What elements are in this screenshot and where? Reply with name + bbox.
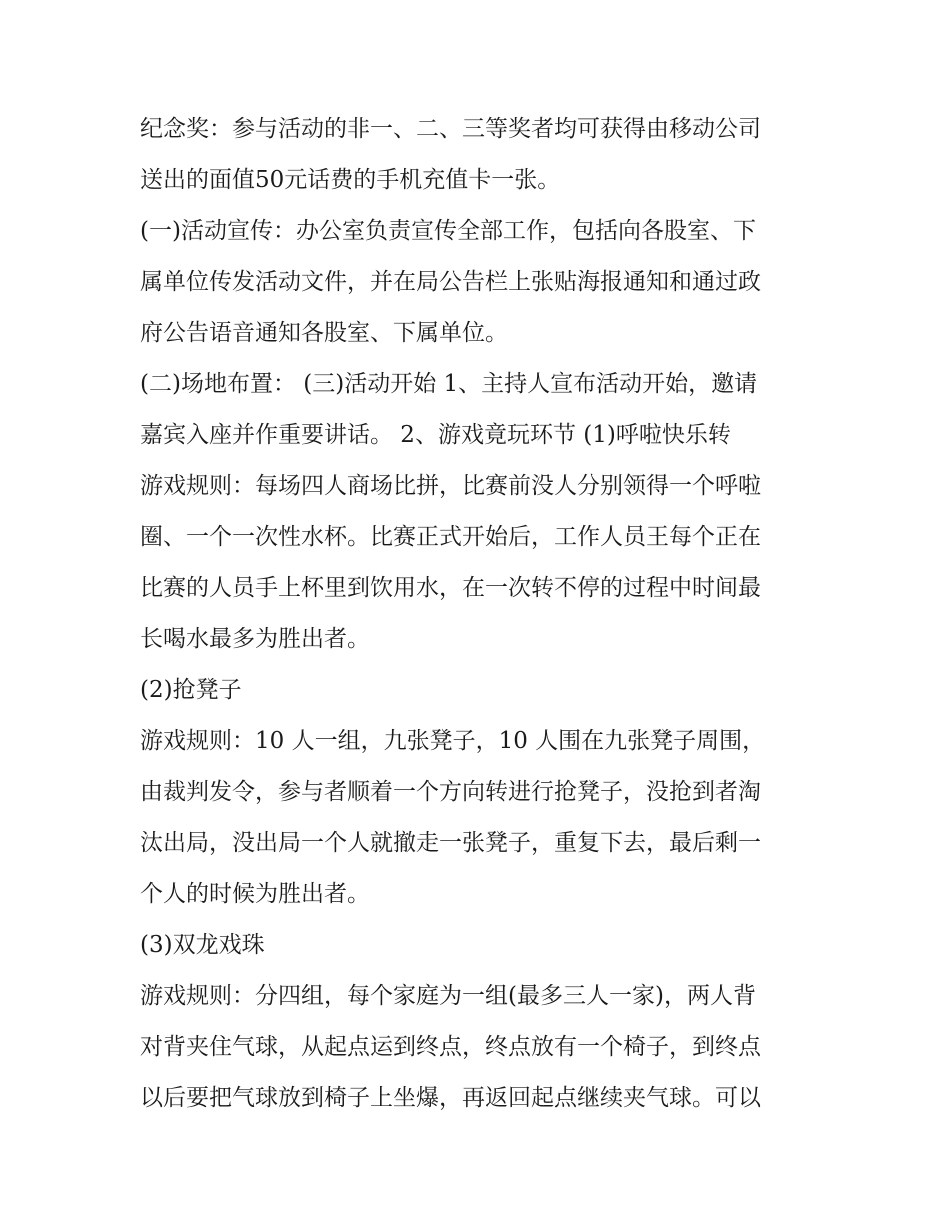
text-line: 由裁判发令，参与者顺着一个方向转进行抢凳子，没抢到者淘	[140, 779, 761, 805]
text-line: 对背夹住气球，从起点运到终点，终点放有一个椅子，到终点	[140, 1034, 761, 1060]
text-line: 府公告语音通知各股室、下属单位。	[140, 320, 508, 346]
text-line: 属单位传发活动文件，并在局公告栏上张贴海报通知和通过政	[140, 269, 761, 295]
text-line: 纪念奖：参与活动的非一、二、三等奖者均可获得由移动公司	[140, 116, 761, 142]
text-line: 圈、一个一次性水杯。比赛正式开始后，工作人员王每个正在	[140, 524, 761, 550]
text-line: 比赛的人员手上杯里到饮用水，在一次转不停的过程中时间最	[140, 575, 761, 601]
section-heading: (3)双龙戏珠	[140, 932, 265, 958]
text-line: 送出的面值50元话费的手机充值卡一张。	[140, 167, 561, 193]
text-line: 长喝水最多为胜出者。	[140, 626, 370, 652]
section-heading: (2)抢凳子	[140, 677, 242, 703]
text-line: (二)场地布置： (三)活动开始 1、主持人宣布活动开始，邀请	[140, 371, 758, 397]
text-line: 嘉宾入座并作重要讲话。 2、游戏竟玩环节 (1)呼啦快乐转	[140, 422, 731, 448]
text-line: (一)活动宣传：办公室负责宣传全部工作，包括向各股室、下	[140, 218, 756, 244]
text-line: 游戏规则：分四组，每个家庭为一组(最多三人一家)，两人背	[140, 983, 756, 1009]
text-line: 个人的时候为胜出者。	[140, 881, 370, 907]
text-line: 游戏规则：10 人一组，九张凳子，10 人围在九张凳子周围，	[140, 728, 766, 754]
text-line: 游戏规则：每场四人商场比拼，比赛前没人分别领得一个呼啦	[140, 473, 761, 499]
document-body	[140, 104, 820, 1124]
text-line: 以后要把气球放到椅子上坐爆，再返回起点继续夹气球。可以	[140, 1085, 761, 1111]
text-line: 汰出局，没出局一个人就撤走一张凳子，重复下去，最后剩一	[140, 830, 761, 856]
